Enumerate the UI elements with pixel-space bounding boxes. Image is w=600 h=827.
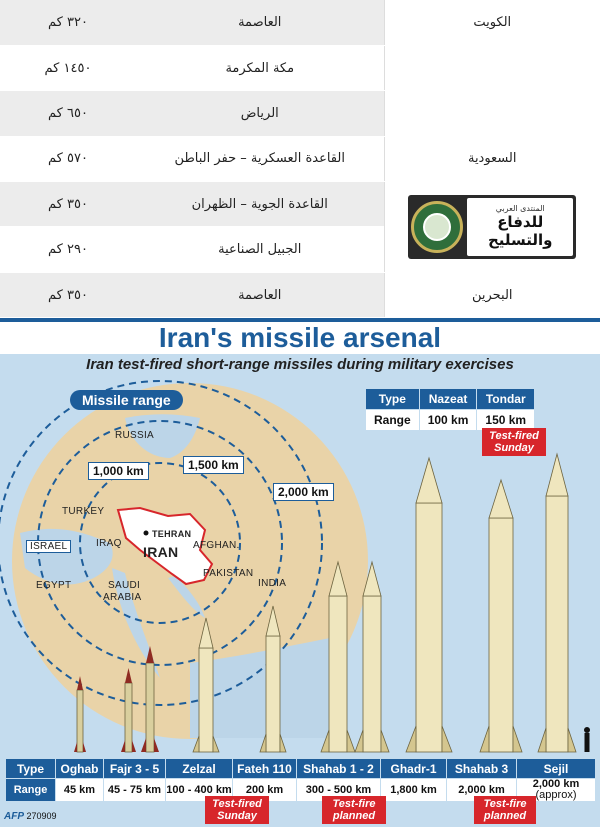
missile-ghadr1 [406,458,452,752]
country-cell: السعودية [384,136,600,181]
range-shahab3: 2,000 km [447,779,517,802]
header-ghadr: Ghadr-1 [381,759,447,779]
header-nazeat: Nazeat [419,389,477,410]
range-shahab12: 300 - 500 km [297,779,381,802]
table-row [0,272,600,317]
table-row [366,389,535,410]
header-sejil: Sejil [517,759,596,779]
header-type: Type [366,389,420,410]
map-label-tehran: TEHRAN [152,529,192,539]
missile-range-badge: Missile range [70,390,183,410]
arabic-distance-table [0,0,600,318]
place-cell: القاعدة الجوية – الظهران [136,182,384,227]
infographic-title: Iran's missile arsenal [0,318,600,354]
afp-credit [4,811,57,822]
person-scale-icon [584,727,590,752]
range-fateh: 200 km [233,779,297,802]
table-row [0,136,600,181]
credit-code: 270909 [26,811,57,821]
tehran-marker [144,531,149,536]
table-row [0,182,600,227]
place-cell: الرياض [136,91,384,136]
map-label-afghanistan: AFGHAN. [193,540,240,551]
country-cell [384,91,600,136]
shahab12-note: Test-fire planned [322,796,386,824]
header-shahab12: Shahab 1 - 2 [297,759,381,779]
range-fajr: 45 - 75 km [104,779,166,802]
map-label-russia: RUSSIA [115,430,155,441]
tondar-note: Test-fired Sunday [482,428,546,456]
range-label-2000: 2,000 km [273,483,334,501]
range-tondar: 150 km [477,410,535,431]
logo-cell [384,182,600,273]
infographic-subtitle: Iran test-fired short-range missiles during military exercises [86,356,514,373]
table-row [0,0,600,45]
range-label-1500: 1,500 km [183,456,244,474]
country-cell [384,45,600,90]
distance-cell: ٢٩٠ كم [0,227,136,272]
map-label-iraq: IRAQ [96,538,122,549]
map-label-pakistan: PAKISTAN [203,568,254,579]
distance-cell: ١٤٥٠ كم [0,45,136,90]
missile-infographic [0,318,600,827]
distance-cell: ٣٥٠ كم [0,182,136,227]
distance-cell: ٦٥٠ كم [0,91,136,136]
logo-line1: المنتدى العربي [495,204,545,214]
seal-icon [411,201,463,253]
header-tondar: Tondar [477,389,535,410]
map-label-saudi: SAUDI [108,580,141,591]
country-cell: الكويت [384,0,600,45]
place-cell: العاصمة [136,0,384,45]
header-type: Type [6,759,56,779]
distance-cell: ٣٥٠ كم [0,272,136,317]
header-shahab3: Shahab 3 [447,759,517,779]
range-zelzal: 100 - 400 km [166,779,233,802]
missile-sejil [538,454,576,752]
range-nazeat: 100 km [419,410,477,431]
header-oghab: Oghab [56,759,104,779]
map-label-arabia: ARABIA [103,592,142,603]
range-sejil: 2,000 km (approx) [517,779,596,802]
country-cell: البحرين [384,272,600,317]
header-fajr: Fajr 3 - 5 [104,759,166,779]
table-row [0,91,600,136]
forum-logo [408,195,576,259]
place-cell: مكة المكرمة [136,45,384,90]
map-label-israel: ISRAEL [26,540,71,553]
table-row [6,759,596,779]
range-label-1000: 1,000 km [88,462,149,480]
afp-logo: AFP [4,811,24,822]
range-ghadr: 1,800 km [381,779,447,802]
map-label-turkey: TURKEY [62,506,105,517]
table-row [0,45,600,90]
distance-cell: ٣٢٠ كم [0,0,136,45]
logo-text-panel [467,198,573,256]
map-label-egypt: EGYPT [36,580,72,591]
place-cell: الجبيل الصناعية [136,227,384,272]
map-label-iran: IRAN [143,544,179,560]
short-range-table [365,388,535,431]
header-fateh: Fateh 110 [233,759,297,779]
shahab3-note: Test-fire planned [474,796,536,824]
range-oghab: 45 km [56,779,104,802]
distance-cell: ٥٧٠ كم [0,136,136,181]
header-zelzal: Zelzal [166,759,233,779]
map-label-india: INDIA [258,578,287,589]
range-row-label: Range [366,410,420,431]
logo-line2: للدفاع والتسليح [487,213,553,250]
range-row-label: Range [6,779,56,802]
place-cell: القاعدة العسكرية – حفر الباطن [136,136,384,181]
place-cell: العاصمة [136,272,384,317]
missile-shahab3 [480,480,522,752]
zelzal-note: Test-fired Sunday [205,796,269,824]
